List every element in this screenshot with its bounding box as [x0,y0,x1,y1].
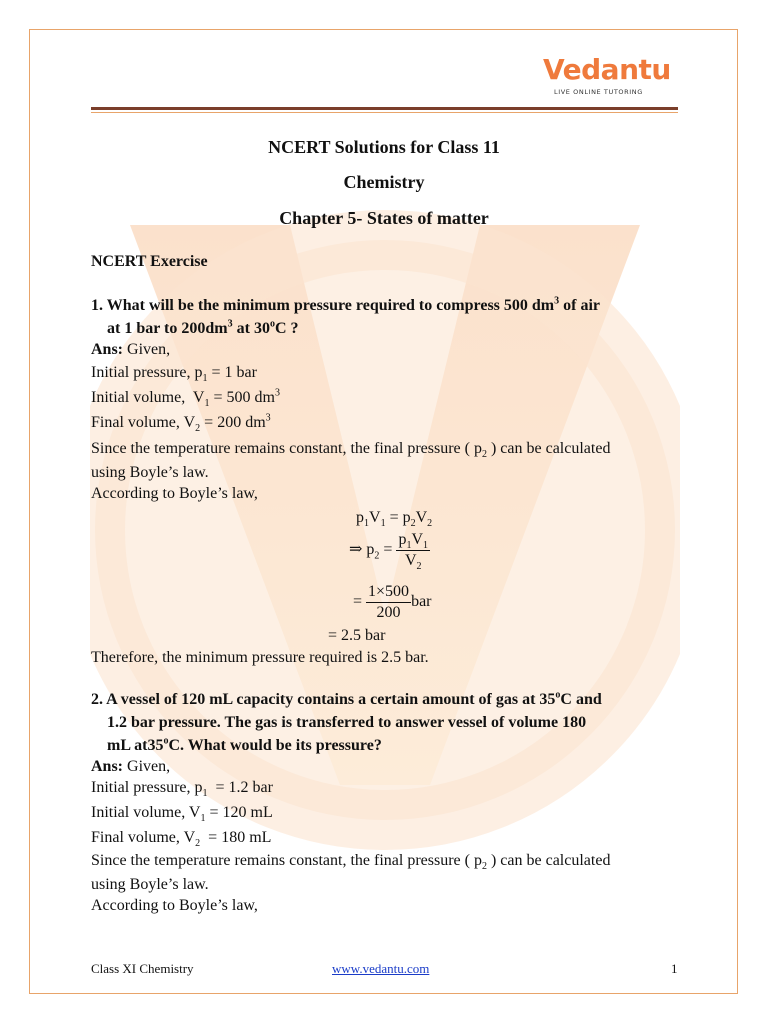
title-line-2: Chemistry [343,172,425,192]
q1-result: = 2.5 bar [328,627,386,644]
sym: p [473,852,482,869]
sub: 1 [200,813,206,825]
eq: = [383,541,393,559]
since-a: Since the temperature remains constant, the final pressure ( [91,852,470,869]
q1-ans-given: Given, [123,341,171,358]
eq: = [389,509,399,526]
footer-left: Class XI Chemistry [91,961,194,976]
sym: p [194,779,203,796]
section-heading: NCERT Exercise [91,253,208,270]
q1-sup-2: 3 [227,318,233,330]
q1-line-2 [107,319,299,339]
q1-line-1 [91,296,600,316]
sub: 2 [416,561,422,573]
logo-tagline: LIVE ONLINE TUTORING [554,88,643,96]
label: Initial pressure, [91,364,191,381]
sym-p: p [473,440,482,457]
text: mL at [107,737,148,754]
sup: 3 [274,387,280,399]
q1-ans-label: Ans: [91,341,124,358]
text: C and [560,691,602,708]
q1-text-b: of air [563,297,601,314]
sub: 2 [427,518,433,530]
q1-unit: dm [531,297,555,314]
q2-final-volume [91,828,271,848]
q1-unit-2: dm [205,320,228,337]
sym: p [356,509,364,526]
sym: V [183,829,196,846]
q2-initial-pressure [91,778,273,798]
q2-according: According to Boyle’s law, [91,897,258,914]
q2-using: using Boyle’s law. [91,876,209,893]
sub: 2 [374,550,380,562]
sub: 1 [364,518,369,530]
degree: o [163,735,169,747]
since-a: Since the temperature remains constant, the final pressure ( [91,440,470,457]
sym: V [415,509,428,526]
sym-v: V [192,389,205,406]
q1-eq-substituted [353,582,432,623]
unit: dm [254,389,275,406]
value: = 200 [204,414,242,431]
sym: p [402,509,411,526]
q1-degree: o [269,318,275,330]
q1-according: According to Boyle’s law, [91,485,258,502]
value: = 180 mL [208,829,272,846]
since-b: ) can be calculated [490,852,611,869]
q1-text-e: C ? [274,320,299,337]
sub: 2 [481,449,487,461]
sup: 3 [265,412,271,424]
unit: bar [411,593,432,611]
value: = 1.2 bar [215,779,273,796]
value: = 500 [213,389,251,406]
label: Initial volume, [91,804,186,821]
sub: 2 [410,518,416,530]
sub: 2 [195,838,201,850]
title-line-3: Chapter 5- States of matter [279,208,489,228]
title-line-1: NCERT Solutions for Class 11 [268,137,500,157]
header-rule [91,107,678,110]
implies: ⇒ [349,541,363,559]
q1-temp: 30 [253,320,270,337]
sym: V [188,804,201,821]
page-number: 1 [671,961,678,976]
eq: = [353,593,363,611]
vedantu-logo [543,53,671,100]
label: Final volume, [91,829,180,846]
sym: V [404,552,417,569]
q2-ans [91,757,170,777]
degree: o [555,689,561,701]
q2-line-3 [107,736,382,756]
q1-initial-pressure [91,363,257,383]
sym-p: p [194,364,203,381]
value: = 1 bar [211,364,257,381]
q1-final-volume [91,413,271,433]
sub: 1 [423,540,428,552]
sub: 1 [202,373,208,385]
q2-initial-volume [91,803,273,823]
q1-text-a: 1. What will be the minimum pressure required to compress 500 [91,297,528,314]
sym: p [398,531,407,548]
q2-line-2: 1.2 bar pressure. The gas is transferred to answer vessel of volume 180 [107,714,587,731]
sub: 1 [202,788,208,800]
sub: 1 [406,540,412,552]
label: Final volume, [91,414,180,431]
sub: 2 [195,423,201,435]
q1-using: using Boyle’s law. [91,464,209,481]
text: C. What would be its pressure? [168,737,382,754]
temp: 35 [147,737,164,754]
q2-since [91,851,610,871]
value: = 120 mL [209,804,273,821]
q2-ans-label: Ans: [91,758,124,775]
q1-eq-rearranged [349,530,430,571]
sym: V [369,509,381,526]
fraction [366,582,411,623]
sym: V [411,531,423,548]
header-rule-thin [91,112,678,113]
q1-ans [91,340,170,360]
label: Initial pressure, [91,779,191,796]
q1-therefore: Therefore, the minimum pressure required is 2.5 bar. [91,649,429,666]
text: 2. A vessel of 120 mL capacity contains a certain amount of gas at [91,691,536,708]
sym-v: V [183,414,196,431]
sub: 1 [380,518,386,530]
fraction [396,530,430,571]
q1-text-d: at [236,320,250,337]
q2-ans-given: Given, [123,758,171,775]
numerator: 1×500 [366,582,411,603]
q1-eq-boyle [356,508,432,528]
q1-since [91,439,610,459]
logo-wordmark: Vedantu [543,53,671,86]
sub: 2 [481,861,487,873]
temp: 35 [539,691,556,708]
q1-initial-volume [91,388,280,408]
since-b: ) can be calculated [490,440,611,457]
q2-line-1 [91,690,602,710]
denominator: 200 [376,604,401,621]
q1-sup: 3 [554,295,560,307]
footer-link[interactable]: www.vedantu.com [332,961,430,976]
unit: dm [245,414,266,431]
sym: p [366,541,375,559]
sub: 1 [204,398,210,410]
label: Initial volume, [91,389,186,406]
q1-text-c: at 1 bar to 200 [107,320,206,337]
